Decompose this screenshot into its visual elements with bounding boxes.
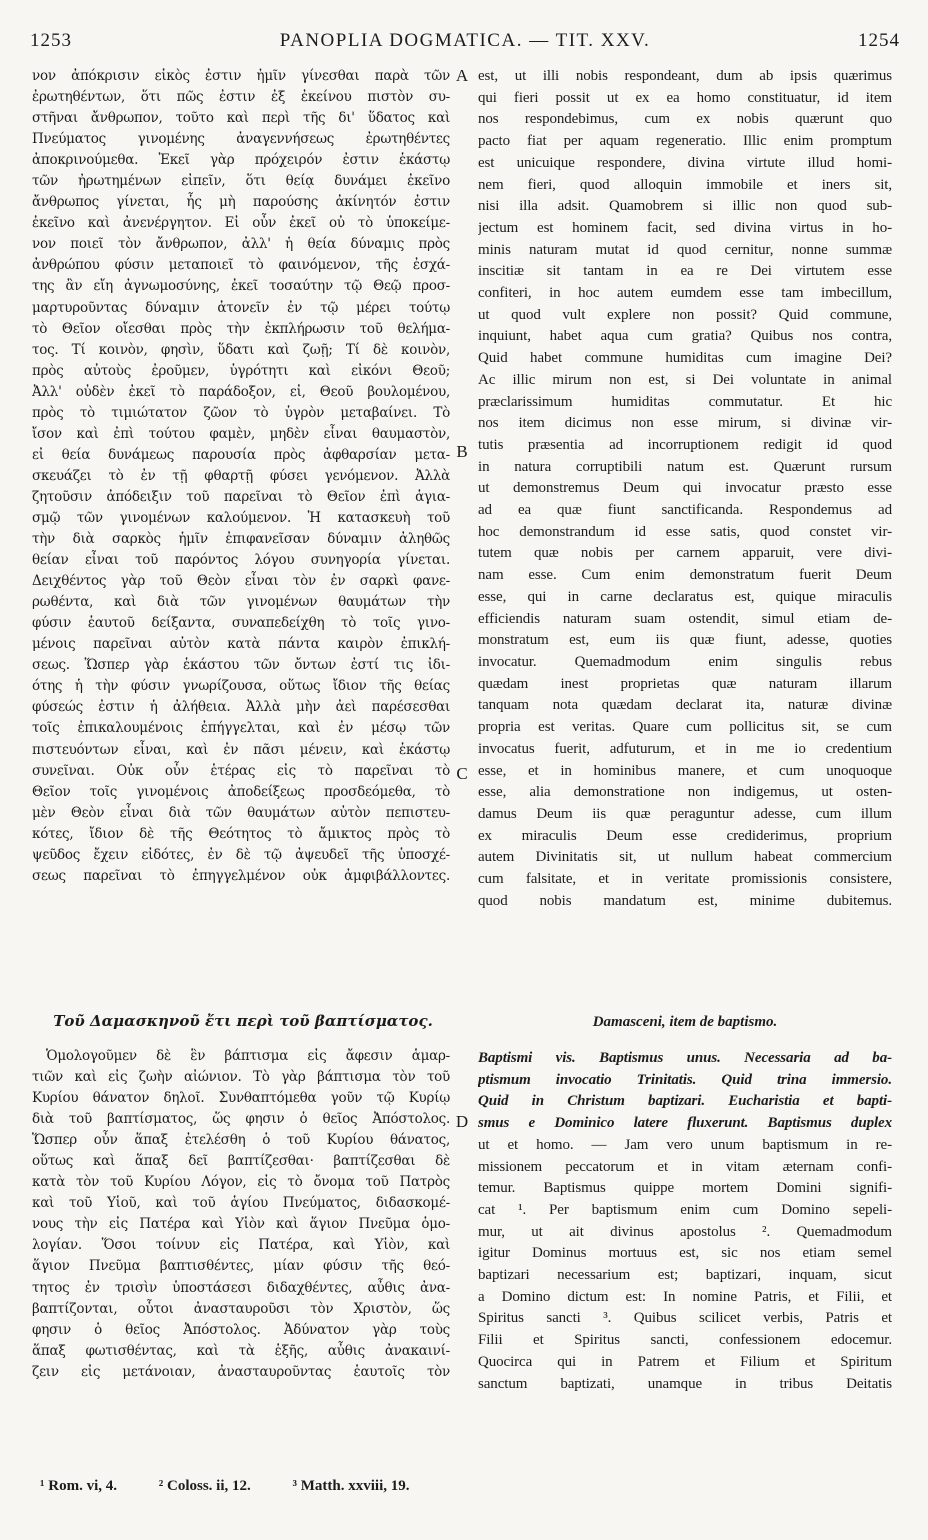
text-line: πιστευόντων εἶναι, καὶ ἐν πᾶσι μένειν, καὶ ἑκάστῳ bbox=[32, 741, 450, 758]
text-line: est unicuique respondere, divina virtute illud homi- bbox=[478, 154, 892, 171]
page-header bbox=[30, 30, 900, 60]
text-line: tanquam nota quædam declarat ita, naturæ divinæ bbox=[478, 697, 892, 714]
text-line: Κυρίου θάνατον δηλοῖ. Συνθαπτόμεθα γοῦν τῷ Κυρίῳ bbox=[32, 1090, 450, 1107]
text-line: Quid in Christum baptizari. Eucharistia et bapti- bbox=[478, 1093, 892, 1110]
text-line: φύσιν ἑαυτοῦ δείξαντα, συναπεδείχθη τὸ τοῖς γινο- bbox=[32, 615, 450, 632]
text-line: nisi illa adsit. Quamobrem si illic non quod sub- bbox=[478, 198, 892, 215]
text-line: sanctum baptizati, unamque in tribus Deitatis bbox=[478, 1375, 892, 1392]
text-line: ad ea quæ fiunt sanctificanda. Respondemus ad bbox=[478, 502, 892, 519]
text-line: ut et homo. — Jam vero unum baptismum in re- bbox=[478, 1136, 892, 1153]
text-line: præclarissimum humiditas commutatur. Et hic bbox=[478, 393, 892, 410]
text-line: quædam inest proprietas quæ naturam illarum bbox=[478, 675, 892, 692]
text-line: Θεῖον τοῖς γινομένοις ἀποδείξεως προσδεόμεθα, τὸ bbox=[32, 783, 450, 800]
text-line: ότης ἡ τὴν φύσιν γνωρίζουσα, οὕτως ἴδιον τῆς θείας bbox=[32, 678, 450, 695]
text-line: οὕτως καὶ ἅπαξ δεῖ βαπτίζεσθαι· βαπτίζεσθαι δὲ bbox=[32, 1153, 450, 1170]
text-line: minis naturam mutat id quod cernitur, nonne summæ bbox=[478, 241, 892, 258]
greek-column bbox=[32, 66, 450, 887]
text-line: mur, ut ait divinus apostolus ². Quemadmodum bbox=[478, 1223, 892, 1240]
text-line: jectum est hominem facit, sed divina virtus in ho- bbox=[478, 219, 892, 236]
text-line: λογίαν. Ὅσοι τοίνυν εἰς Πατέρα, καὶ Υἱὸν, καὶ bbox=[32, 1237, 450, 1254]
text-line: στῆναι ἄνθρωπον, τοῦτο καὶ περὶ τῆς δι' ὕδατος καὶ bbox=[32, 110, 450, 127]
text-line: baptizari necessarium est; baptizari, inquam, sicut bbox=[478, 1267, 892, 1284]
text-line: quod nobis mandatum est, minime dubitemus. bbox=[478, 892, 892, 909]
text-line: τοῖς ἐπικαλουμένοις ἐπήγγελται, καὶ ἐν μέσῳ τῶν bbox=[32, 720, 450, 737]
text-line: συνεῖναι. Οὐκ οὖν ἑτέρας εἰς τὸ παρεῖναι τὸ bbox=[32, 762, 450, 779]
text-line: missionem peccatorum et in vitam æternam confi- bbox=[478, 1158, 892, 1175]
text-line: nos item dicimus non esse mirum, si divinæ vir- bbox=[478, 415, 892, 432]
footnotes bbox=[40, 1478, 900, 1495]
text-line: Ὥσπερ οὖν ἅπαξ ἐτελέσθη ὁ τοῦ Κυρίου θάνατος, bbox=[32, 1132, 450, 1149]
text-line: νους τὴν εἰς Πατέρα καὶ Υἱὸν καὶ ἅγιον Πνεῦμα ὁμο- bbox=[32, 1216, 450, 1233]
section-marker-d: D bbox=[455, 1112, 469, 1131]
text-line: διὰ τοῦ βαπτίσματος, ὥς φησιν ὁ θεῖος Ἀπόστολος. bbox=[32, 1111, 450, 1128]
text-line: smus e Dominico latere fluxerunt. Baptismus duplex bbox=[478, 1115, 892, 1132]
text-line: Filii et Spiritus sancti, confessionem edocemur. bbox=[478, 1332, 892, 1349]
section-marker-a: A bbox=[455, 66, 469, 85]
text-line: μὲν Θεὸν εἶναι διὰ τῶν θαυμάτων αὐτὸν πεπιστευ- bbox=[32, 804, 450, 821]
text-line: ζειν εἰς μετάνοιαν, ἀνασταυροῦντας ἑαυτοῖς τὸν bbox=[32, 1363, 450, 1380]
text-line: κότες, ἴδιον δὲ τῆς Θεότητος τὸ ἄμικτος πρὸς τὸ bbox=[32, 825, 450, 842]
text-line: Quocirca qui in Patrem et Filium et Spiritum bbox=[478, 1353, 892, 1370]
text-line: confiteri, in hoc autem eumdem esse tam imbecillum, bbox=[478, 285, 892, 302]
text-line: ρωθέντα, καὶ διὰ τῶν γινομένων θαυμάτων τὴν bbox=[32, 594, 450, 611]
text-line: damus Deum iis quæ peraguntur adesse, cum illum bbox=[478, 805, 892, 822]
text-line: ἴσον καὶ ἐπὶ τούτου φαμὲν, μηδὲν εἶναι θαυμαστὸν, bbox=[32, 425, 450, 442]
text-line: a Domino dictum est: In nomine Patris, et Filii, et bbox=[478, 1288, 892, 1305]
text-line: θείαν εἶναι τοῦ παρόντος λόγου συνηγορία γίνεται. bbox=[32, 552, 450, 569]
text-line: μένοις παρεῖναι αὐτὸν κατὰ πάντα καιρὸν ἐπικλή- bbox=[32, 636, 450, 653]
text-line: igitur Dominus mortuus est, sic nos etiam semel bbox=[478, 1245, 892, 1262]
text-line: ἐκεῖνο καὶ ἀνενέργητον. Εἰ οὖν ἐκεῖ οὐ τὸ ὑποκείμε- bbox=[32, 215, 450, 232]
text-line: ἅπαξ φωτισθέντας, καὶ τὰ ἑξῆς, αὖθις ἀνακαινί- bbox=[32, 1342, 450, 1359]
text-line: temur. Baptismus quippe mortem Domini signifi- bbox=[478, 1180, 892, 1197]
section-marker-c: C bbox=[456, 764, 468, 783]
text-line: της ἂν εἴη ἀγνωμοσύνης, ἐκεῖ τοσαύτην τῷ Θεῷ προσ- bbox=[32, 278, 450, 295]
text-line: τὴν διὰ σαρκὸς ἡμῖν ἐπιφανεῖσαν δύναμιν ἀληθῶς bbox=[32, 531, 450, 548]
text-line: νον ἀπόκρισιν εἰκὸς ἐστιν ἡμῖν γίνεσθαι παρὰ τῶν bbox=[32, 68, 450, 84]
text-line: ut quod vult explere non possit? Quid commune, bbox=[478, 306, 892, 323]
text-line: inquiunt, habet aqua cum gratia? Quibus nos contra, bbox=[478, 328, 892, 345]
footnote-1: ¹ Rom. vi, 4. bbox=[40, 1478, 117, 1494]
text-line: invocatur. Quemadmodum enim singulis rebus bbox=[478, 653, 892, 670]
text-line: μαρτυροῦντας δύναμιν ἀτονεῖν ἐν τῷ μέρει τούτῳ bbox=[32, 299, 450, 316]
text-line: nam esse. Cum enim demonstratum fuerit Deum bbox=[478, 567, 892, 584]
text-line: ptismum invocatio Trinitatis. Quid trina immersio. bbox=[478, 1071, 892, 1088]
text-line: ψεῦδος ἔχειν εἰδότες, ἐν δὲ τῷ ἀψευδεῖ τῆς ὑποσχέ- bbox=[32, 846, 450, 863]
text-line: τιῶν καὶ εἰς ζωὴν αἰώνιον. Τὸ γὰρ βάπτισμα τὸν τοῦ bbox=[32, 1069, 450, 1086]
text-line: τῶν ἠρωτημένων εἰπεῖν, ὅτι θείᾳ δυνάμει ἐκεῖνο bbox=[32, 173, 450, 190]
text-line: in natura corruptibili natum est. Quærunt rursum bbox=[478, 458, 892, 475]
text-line: Quid habet commune humiditas cum imagine Dei? bbox=[478, 350, 892, 367]
text-line: κατὰ τὸν τοῦ Κυρίου Λόγον, εἰς τὸ ὄνομα τοῦ Πατρὸς bbox=[32, 1174, 450, 1191]
text-line: monstratum est, eum iis quæ fiunt, adesse, quoties bbox=[478, 632, 892, 649]
text-line: ζητοῦσιν ἀπόδειξιν τοῦ παρεῖναι τὸ Θεῖον ἐπὶ ἁγια- bbox=[32, 488, 450, 505]
text-line: esse, qui in carne declaratus est, quique miraculis bbox=[478, 588, 892, 605]
text-line: tutem quæ nobis per carnem apparuit, vere divi- bbox=[478, 545, 892, 562]
running-title: PANOPLIA DOGMATICA. — TIT. XXV. bbox=[279, 30, 651, 51]
greek-column-section-2 bbox=[32, 1046, 450, 1383]
latin-column bbox=[478, 66, 892, 912]
text-line: ut demonstremus Deum qui invocatur præsto esse bbox=[478, 480, 892, 497]
text-line: esse, et in hominibus manere, et cum unoquoque bbox=[478, 762, 892, 779]
text-line: autem Divinitatis sit, ut nullum habeat commercium bbox=[478, 849, 892, 866]
text-line: καὶ τοῦ Υἱοῦ, καὶ τοῦ ἁγίου Πνεύματος, διδασκομέ- bbox=[32, 1195, 450, 1212]
text-line: φησιν ὁ θεῖος Ἀπόστολος. Ἀδύνατον γὰρ τοὺς bbox=[32, 1321, 450, 1338]
text-line: φύσεώς ἐστιν ἡ ἀλήθεια. Ἀλλὰ μὴν ἀεὶ παρέσεσθαι bbox=[32, 699, 450, 716]
text-line: νον ποιεῖ τὸν ἄνθρωπον, ἀλλ' ἡ θεία δύναμις πρὸς bbox=[32, 236, 450, 253]
text-line: τητος ἐν τρισὶν ὑποστάσεσι διδαχθέντες, αὖθις ἀνα- bbox=[32, 1279, 450, 1296]
footnote-2: ² Coloss. ii, 12. bbox=[158, 1478, 251, 1494]
latin-section-heading: Damasceni, item de baptismo. bbox=[592, 1014, 778, 1030]
text-line: Πνεύματος γινομένης ἀναγεννήσεως ἐρωτηθέντες bbox=[32, 131, 450, 148]
text-line: invocatus fuerit, adfuturum, et in me io credentium bbox=[478, 740, 892, 757]
text-line: ex miraculis Deum esse crediderimus, proprium bbox=[478, 827, 892, 844]
page-number-left: 1253 bbox=[30, 30, 72, 51]
text-line: cat ¹. Per baptismum enim cum Domino sepeli- bbox=[478, 1201, 892, 1218]
text-line: τος. Τί κοινὸν, φησὶν, ὕδατι καὶ ζωῇ; Τί δὲ κοινὸν, bbox=[32, 341, 450, 358]
text-line: inscitiæ sit tantam in ea re Dei virtutem esse bbox=[478, 263, 892, 280]
text-line: σεως. Ὥσπερ γὰρ ἑκάστου τῶν ὄντων ἐστί τις ἰδι- bbox=[32, 657, 450, 674]
text-line: Spiritus sancti ³. Quibus scilicet verbis, Patris et bbox=[478, 1310, 892, 1327]
text-line: efficiendis naturam suam ostendit, simul etiam de- bbox=[478, 610, 892, 627]
text-line: cum falsitate, et in veritate promissionis consistere, bbox=[478, 871, 892, 888]
text-line: ἄνθρωπος γίνεται, ἧς μὴ παρούσης ἀκίνητόν ἐστιν bbox=[32, 194, 450, 211]
text-line: Δειχθέντος γὰρ τοῦ Θεὸν εἶναι τὸν ἐν σαρκὶ φανε- bbox=[32, 573, 450, 590]
page-number-right: 1254 bbox=[858, 30, 900, 51]
text-line: pacto fiat per aquam regeneratio. Illic enim promptum bbox=[478, 133, 892, 150]
text-line: βαπτίζονται, οὗτοι ἀνασταυροῦσι τὸν Χριστὸν, ὥς bbox=[32, 1300, 450, 1317]
text-line: qui fieri possit ut ex ea homo constituatur, id item bbox=[478, 89, 892, 106]
footnote-3: ³ Matth. xxviii, 19. bbox=[292, 1478, 410, 1494]
text-line: πρὸς αὐτοὺς ἐροῦμεν, ὑγρότητι καὶ εἰκόνι Θεοῦ; bbox=[32, 362, 450, 379]
text-line: τὸ Θεῖον οἴεσθαι πρὸς τὴν ἐκπλήρωσιν τοῦ θελήμα- bbox=[32, 320, 450, 337]
text-line: Ἀλλ' οὐδὲν ἐκεῖ τὸ παράδοξον, εἰ, Θεοῦ βουλομένου, bbox=[32, 383, 450, 400]
text-line: nem fieri, quod alloquin immobile et iners sit, bbox=[478, 176, 892, 193]
latin-column-section-2 bbox=[478, 1048, 892, 1395]
text-line: Ac illic mirum non est, si Dei voluntate in animal bbox=[478, 371, 892, 388]
text-line: propria est veritas. Quare cum pollicitus sit, se cum bbox=[478, 719, 892, 736]
text-line: ἀνθρώπου φύσιν μεταποιεῖ τὸ φαινόμενον, τῆς ἐσχά- bbox=[32, 257, 450, 274]
section-marker-b: B bbox=[456, 442, 468, 461]
text-line: est, ut illi nobis respondeant, dum ab ipsis quærimus bbox=[478, 68, 892, 84]
text-line: εἰ θεία δυνάμεως παρουσία πρὸς ἀφθαρσίαν μετα- bbox=[32, 446, 450, 463]
text-line: πρὸς τὸ τιμιώτατον ζῶον τὸ ὑγρὸν μεταβαίνει. Τὸ bbox=[32, 404, 450, 421]
text-line: σμῷ τῶν γινομένων καλούμενον. Ἡ κατασκευὴ τοῦ bbox=[32, 509, 450, 526]
greek-section-heading: Τοῦ Δαμασκηνοῦ ἔτι περὶ τοῦ βαπτίσματος. bbox=[53, 1012, 433, 1030]
text-line: ἐρωτηθέντων, ὅτι πῶς ἐστιν ἐξ ἐκείνου πιστὸν συ- bbox=[32, 89, 450, 106]
text-line: Ὁμολογοῦμεν δὲ ἓν βάπτισμα εἰς ἄφεσιν ἁμαρ- bbox=[46, 1048, 450, 1064]
text-line: nos respondebimus, cum ex nobis quærunt quo bbox=[478, 111, 892, 128]
text-line: Baptismi vis. Baptismus unus. Necessaria ad ba- bbox=[478, 1050, 892, 1066]
text-line: ἅγιον Πνεῦμα βαπτισθέντες, μίαν φύσιν τῆς θεό- bbox=[32, 1258, 450, 1275]
text-line: tutis præsentia ad incorruptionem redigit id quod bbox=[478, 436, 892, 453]
text-line: esse, alia demonstratione non indigemus, ut osten- bbox=[478, 784, 892, 801]
text-line: hoc demonstrandum id esse satis, quod constet vir- bbox=[478, 523, 892, 540]
text-line: σεως παρεῖναι τὸ ἐπηγγελμένον οὐκ ἀμφιβάλλοντες. bbox=[32, 867, 450, 884]
text-line: σκευάζει τὸ ἐν τῇ φθαρτῇ φύσει γενόμενον. Ἀλλὰ bbox=[32, 467, 450, 484]
text-line: ἀποκρινούμεθα. Ἐκεῖ γὰρ πρόχειρόν ἐστιν ἑκάστῳ bbox=[32, 152, 450, 169]
